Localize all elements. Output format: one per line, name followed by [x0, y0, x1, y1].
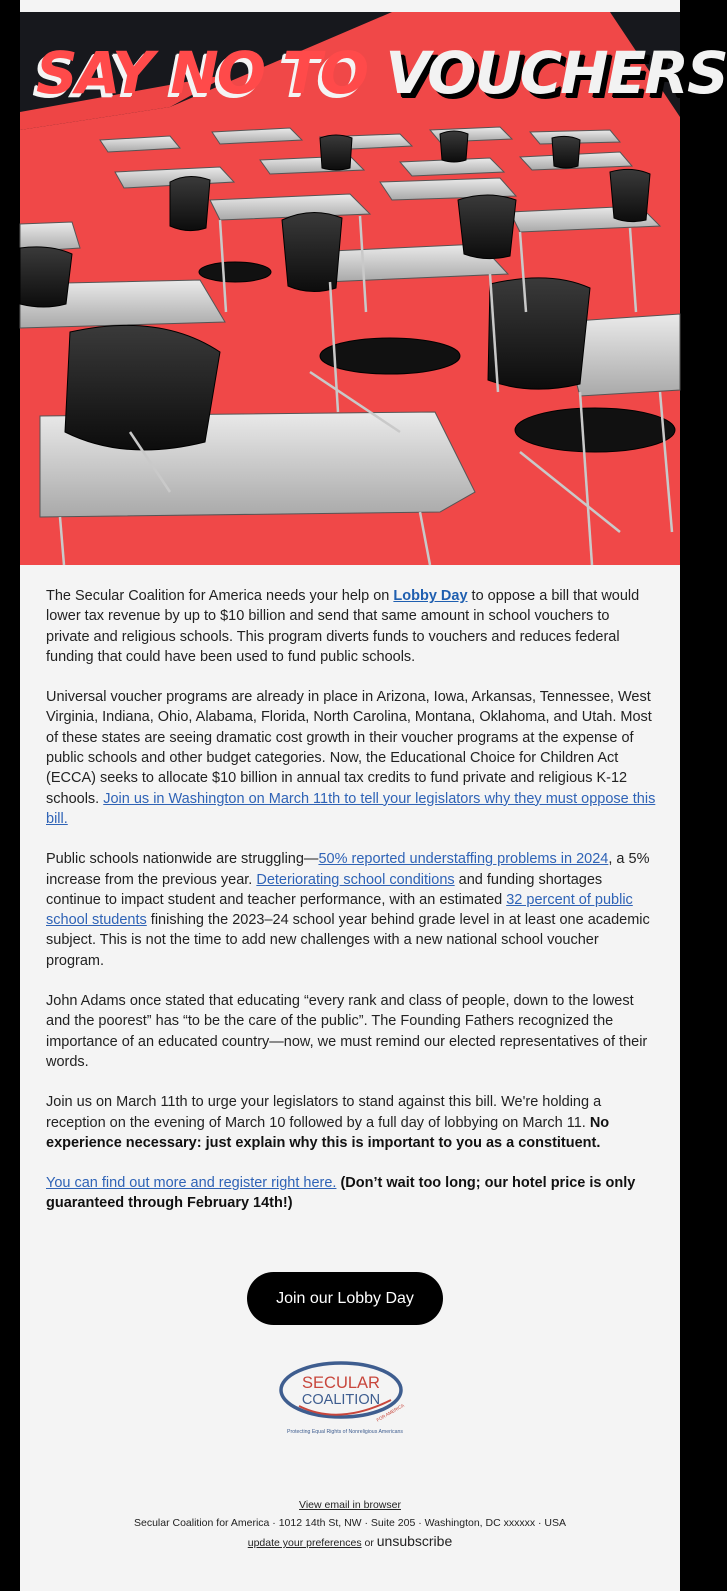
- paragraph-join-us: Join us on March 11th to urge your legislators to stand against this bill. We're holding a reception on the evening of March 10 followed by a full day of lobbying on March 11. No experience necessary: just explain why this is important to you as a constituent.: [46, 1094, 610, 1151]
- logo-text-for-america: FOR AMERICA: [375, 1402, 405, 1423]
- hero-title-say-no-to: SAY NO TO: [36, 39, 368, 107]
- logo-text-secular: SECULAR: [302, 1374, 380, 1392]
- secular-coalition-logo: [279, 1356, 411, 1436]
- email-body: [46, 586, 656, 1234]
- paragraph-john-adams: John Adams once stated that educating “every rank and class of people, down to the lowest and the poorest” has “to be the care of the public”. The Founding Fathers recognized the importance of an educated country—now, we must remind our elected representatives of their words.: [46, 993, 648, 1070]
- email-footer: View email in browser Secular Coalition for America · 1012 14th St, NW · Suite 205 · Washington, DC xxxxxx · USA update your preferences or unsubscribe: [20, 1496, 680, 1552]
- unsubscribe-link[interactable]: unsubscribe: [376, 1533, 453, 1549]
- hero-title-vouchers: VOUCHERS: [385, 39, 727, 107]
- school-conditions-link[interactable]: Deteriorating school conditions: [256, 871, 455, 888]
- logo-tagline: Protecting Equal Rights of Nonreligious Americans: [287, 1429, 403, 1435]
- email-page: [20, 0, 727, 1591]
- update-preferences-link[interactable]: update your preferences: [247, 1537, 362, 1549]
- students-behind-link[interactable]: 32 percent of public school students: [46, 891, 633, 929]
- join-washington-link[interactable]: Join us in Washington on March 11th to tell your legislators why they must oppose this bill.: [46, 790, 656, 827]
- view-in-browser-link[interactable]: View email in browser: [299, 1499, 401, 1511]
- hero-banner: [20, 12, 727, 565]
- join-lobby-day-button[interactable]: Join our Lobby Day: [247, 1272, 443, 1325]
- paragraph-register: You can find out more and register right here. (Don’t wait too long; our hotel price is only guaranteed through February 14th!): [46, 1175, 636, 1212]
- footer-address: Secular Coalition for America · 1012 14th St, NW · Suite 205 · Washington, DC xxxxxx · USA: [133, 1517, 567, 1529]
- paragraph-public-schools: Public schools nationwide are struggling—50% reported understaffing problems in 2024, a 5% increase from the previous year. Deteriorating school conditions and funding shortages continue to impact student and teacher performance, with an estimated 32 percent of public school students finishing the 2023–24 school year behind grade level in at least one academic subject. This is not the time to add new challenges with a new national school voucher program.: [46, 851, 650, 969]
- understaffing-link[interactable]: 50% reported understaffing problems in 2024: [318, 851, 609, 868]
- paragraph-intro: The Secular Coalition for America needs your help on Lobby Day to oppose a bill that would lower tax revenue by up to $10 billion and send that same amount in school vouchers to private and religious schools. This program diverts funds to vouchers and reduces federal funding that could have been used to fund public schools.: [46, 588, 640, 665]
- register-link[interactable]: You can find out more and register right here.: [46, 1175, 337, 1192]
- paragraph-voucher-programs: Universal voucher programs are already in place in Arizona, Iowa, Arkansas, Tennessee, West Virginia, Indiana, Ohio, Alabama, Florida, North Carolina, Montana, Oklahoma, and Utah. Most of these states are seeing dramatic cost growth in their voucher programs at the expense of public schools and other budget categories. Now, the Educational Choice for Children Act (ECCA) seeks to allocate $10 billion in annual tax credits to fund private and religious K-12 schools. Join us in Washington on March 11th to tell your legislators why they must oppose this bill.: [46, 689, 656, 827]
- hero-headline: [36, 38, 727, 108]
- lobby-day-link[interactable]: Lobby Day: [393, 588, 468, 604]
- logo-text-coalition: COALITION: [301, 1392, 381, 1408]
